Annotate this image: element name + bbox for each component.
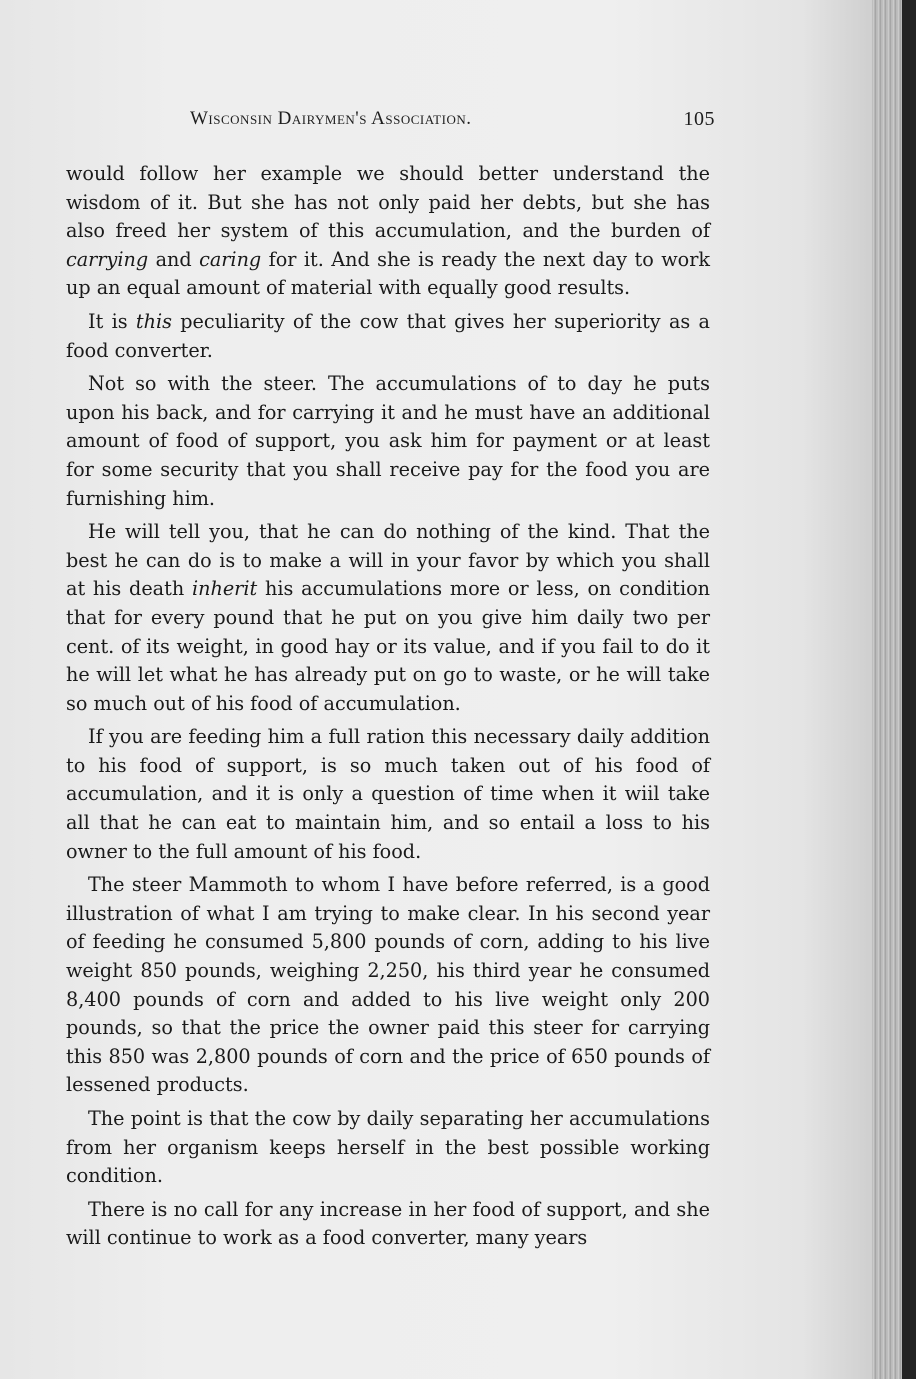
text-run: There is no call for any increase in her food of support, and she will continue to work as a food converter, many years bbox=[66, 1197, 710, 1250]
paragraph bbox=[66, 723, 710, 866]
italic-text: carrying bbox=[66, 247, 149, 271]
body-text bbox=[66, 160, 710, 1258]
paragraph bbox=[66, 308, 710, 365]
binding-shadow bbox=[902, 0, 916, 1379]
text-run: It is bbox=[88, 309, 136, 333]
text-run: would follow her example we should better understand the wisdom of it. But she has not only paid her debts, but she has also freed her system of this accumulation, and the burden of bbox=[66, 162, 710, 243]
text-run: If you are feeding him a full ration this necessary daily addition to his food of support, is so much taken out of his food of accumulation, and it is only a question of time when it wiil take all that he can eat to maintain him, and so entail a loss to his owner to the full amount of his food. bbox=[66, 725, 710, 863]
text-run: The steer Mammoth to whom I have before referred, is a good illustration of what I am trying to make clear. In his second year of feeding he consumed 5,800 pounds of corn, adding to his live weight 850 pounds, weighing 2,250, his third year he consumed 8,400 pounds of corn and added to his live weight only 200 pounds, so that the price the owner paid this steer for carrying this 850 was 2,800 pounds of corn and the price of 650 pounds of lessened products. bbox=[66, 873, 710, 1097]
running-title: Wisconsin Dairymen's Association. bbox=[190, 108, 472, 129]
text-run: The point is that the cow by daily separating her accumulations from her organism keeps herself in the best possible working condition. bbox=[66, 1107, 710, 1188]
italic-text: inherit bbox=[191, 577, 258, 601]
paragraph bbox=[66, 871, 710, 1100]
text-run: peculiarity of the cow that gives her superiority as a food converter. bbox=[66, 309, 710, 362]
page-number: 105 bbox=[683, 108, 715, 130]
italic-text: caring bbox=[199, 247, 262, 271]
text-run: his accumulations more or less, on condition that for every pound that he put on you give him daily two per cent. of its weight, in good hay or its value, and if you fail to do it he will let what he has already put on go to waste, or he will take so much out of his food of accumulation. bbox=[66, 577, 710, 715]
text-run: Not so with the steer. The accumulations of to day he puts upon his back, and for carrying it and he must have an additional amount of food of support, you ask him for payment or at least for some security that you shall receive pay for the food you are furnishing him. bbox=[66, 372, 710, 510]
italic-text: this bbox=[135, 309, 172, 333]
text-run: and bbox=[148, 247, 200, 271]
paragraph bbox=[66, 1105, 710, 1191]
paragraph bbox=[66, 160, 710, 303]
paragraph bbox=[66, 1196, 710, 1253]
paragraph bbox=[66, 518, 710, 718]
text-run: for it. And she is ready the next day to work up an equal amount of material with equally good results. bbox=[66, 247, 710, 300]
text-run: He will tell you, that he can do nothing of the kind. That the best he can do is to make a will in your favor by which you shall at his death bbox=[66, 520, 710, 601]
paragraph bbox=[66, 370, 710, 513]
